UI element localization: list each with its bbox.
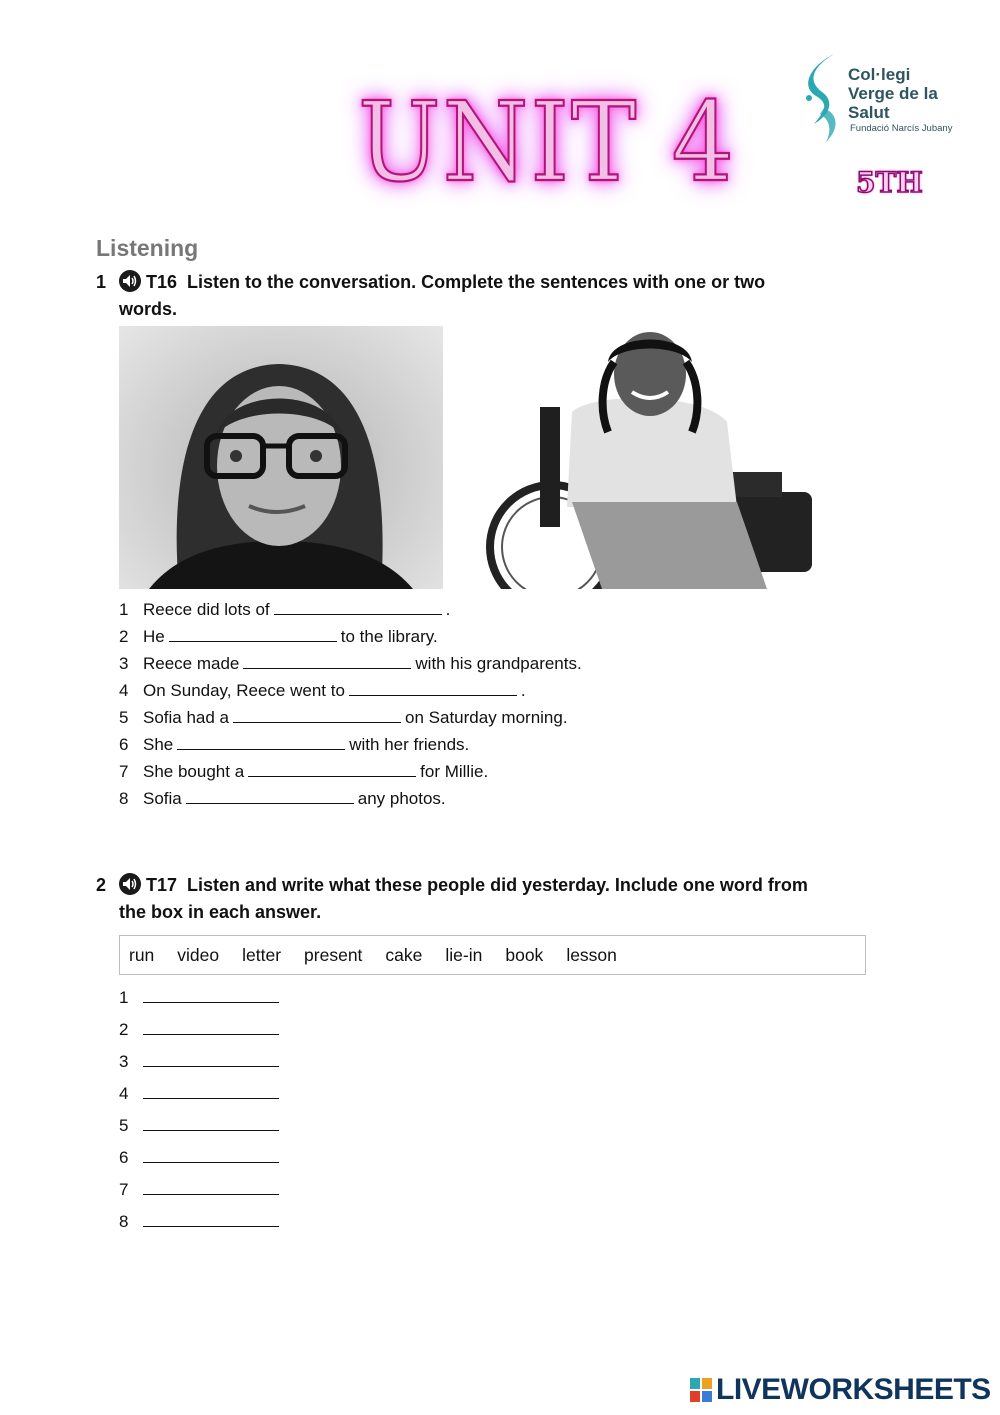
answer-row: 7 [119, 1178, 279, 1200]
answer-blank[interactable] [169, 625, 337, 642]
answer-line[interactable] [143, 986, 279, 1003]
word-box-item: video [177, 944, 220, 965]
answer-row: 4 [119, 1082, 279, 1104]
answer-blank[interactable] [233, 706, 401, 723]
section-title: Listening [96, 235, 199, 261]
audio-icon[interactable] [119, 270, 141, 292]
sentence-row: 2 He to the library. [119, 627, 438, 646]
word-box-item: letter [242, 944, 282, 965]
photo-boy-glasses [119, 326, 443, 589]
answer-row: 5 [119, 1114, 279, 1136]
word-box-item: run [129, 944, 155, 965]
exercise-2-track: T17 [146, 875, 178, 895]
answer-line[interactable] [143, 1018, 279, 1035]
liveworksheets-logo-icon [690, 1378, 712, 1402]
word-box-item: present [304, 944, 363, 965]
answer-row: 8 [119, 1210, 279, 1232]
answer-blank[interactable] [274, 598, 442, 615]
sentence-row: 5 Sofia had a on Saturday morning. [119, 708, 568, 727]
school-name: Col·legi Verge de la Salut [848, 65, 938, 122]
sentence-row: 7 She bought a for Millie. [119, 762, 489, 781]
sentence-row: 3 Reece made with his grandparents. [119, 654, 582, 673]
word-box-item: lie-in [445, 944, 483, 965]
answer-line[interactable] [143, 1114, 279, 1131]
exercise-2-number: 2 [96, 875, 107, 895]
answer-blank[interactable] [248, 760, 416, 777]
photo-girl-wheelchair [482, 332, 824, 589]
answer-row: 1 [119, 986, 279, 1008]
liveworksheets-brand[interactable]: LIVEWORKSHEETS [690, 1373, 991, 1407]
answer-blank[interactable] [243, 652, 411, 669]
audio-icon[interactable] [119, 873, 141, 895]
word-box-item: book [505, 944, 544, 965]
school-logo-icon [800, 52, 848, 144]
grade-label: 5TH [856, 166, 923, 199]
answer-blank[interactable] [177, 733, 345, 750]
answer-blank[interactable] [186, 787, 354, 804]
answer-line[interactable] [143, 1082, 279, 1099]
exercise-2-instruction [119, 872, 819, 926]
sentence-row: 6 She with her friends. [119, 735, 470, 754]
unit-title: UNIT 4 [358, 79, 736, 207]
exercise-1-track: T16 [146, 272, 178, 292]
sentence-row: 8 Sofia any photos. [119, 789, 446, 808]
sentence-row: 4 On Sunday, Reece went to . [119, 681, 526, 700]
word-box [119, 935, 866, 975]
answer-row: 3 [119, 1050, 279, 1072]
exercise-2-instruction-text: Listen and write what these people did yesterday. Include one word from the box in each answer. [119, 875, 808, 922]
answer-row: 2 [119, 1018, 279, 1040]
sentence-row: 1 Reece did lots of . [119, 600, 451, 619]
word-box-item: cake [385, 944, 423, 965]
answer-line[interactable] [143, 1146, 279, 1163]
exercise-1-number: 1 [96, 272, 107, 292]
exercise-1-instruction [119, 269, 819, 323]
answer-line[interactable] [143, 1210, 279, 1227]
exercise-1-instruction-text: Listen to the conversation. Complete the sentences with one or two words. [119, 272, 766, 319]
answer-row: 6 [119, 1146, 279, 1168]
answer-line[interactable] [143, 1050, 279, 1067]
school-foundation: Fundació Narcís Jubany [850, 123, 953, 134]
answer-blank[interactable] [349, 679, 517, 696]
answer-line[interactable] [143, 1178, 279, 1195]
word-box-item: lesson [566, 944, 617, 965]
